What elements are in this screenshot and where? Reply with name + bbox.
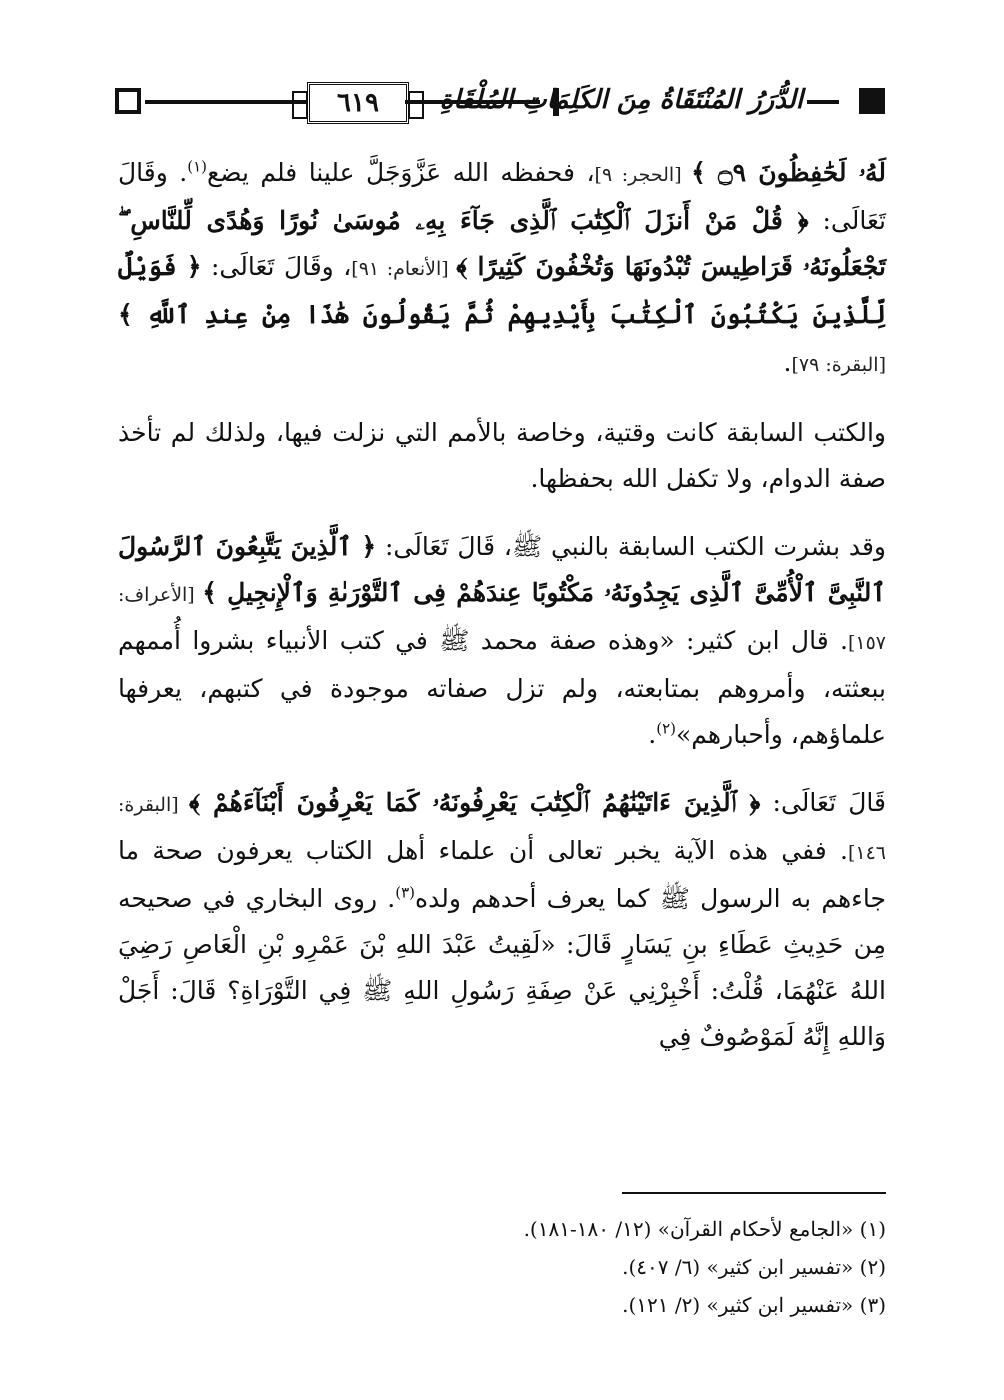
footnote-1: (١) «الجامع لأحكام القرآن» (١٢/ ١٨٠-١٨١). [523, 1217, 886, 1241]
verse-reference: [الأنعام: ٩١] [351, 258, 457, 280]
text-run: ، فحفظه الله عَزَّوَجَلَّ علينا فلم يضع [206, 158, 595, 187]
paragraph [118, 780, 886, 1060]
quran-verse: ﴿ قُلْ مَنْ أَنزَلَ ٱلْكِتَٰبَ ٱلَّذِى جَآءَ بِهِۦ مُوسَىٰ نُورًا وَهُدًى لِّلنَّاسِ ۖ تَجْعَلُونَهُۥ قَرَاطِيسَ تُبْدُونَهَا وَتُخْفُونَ كَثِيرًا ﴾ [118, 206, 887, 281]
quran-verse: لَهُۥ لَحَٰفِظُونَ ۝٩ ﴾ [691, 158, 886, 187]
paragraph [118, 150, 886, 388]
header-ornament-square-right [859, 88, 885, 114]
footnote-marker: (٢) [656, 719, 676, 738]
page-number-box [307, 82, 409, 124]
quran-verse: ﴿ ٱلَّذِينَ يَتَّبِعُونَ ٱلرَّسُولَ ٱلنَّبِىَّ ٱلْأُمِّىَّ ٱلَّذِى يَجِدُونَهُۥ مَكْتُوبًا عِندَهُمْ فِى ٱلتَّوْرَىٰةِ وَٱلْإِنجِيلِ ﴾ [118, 532, 886, 607]
text-run: . وقَالَ تَعَالَى: [118, 158, 886, 235]
quran-verse: ﴿ فَوَيْلٌ لِّلَّذِينَ يَكْتُبُونَ ٱلْكِتَٰبَ بِأَيْدِيهِمْ ثُمَّ يَقُولُونَ هَٰذَا مِنْ عِندِ ٱللَّهِ ﴾ [118, 252, 886, 329]
text-run: . ففي هذه الآية يخبر تعالى أن علماء أهل الكتاب يعرفون صحة ما جاءهم به الرسول ﷺ كما يعرف أحدهم ولده [118, 836, 886, 913]
verse-reference: [الحجر: ٩] [594, 164, 692, 186]
body-text [118, 150, 886, 1060]
verse-reference: [البقرة: ٧٩] [791, 354, 886, 376]
verse-reference: [البقرة: ١٤٦] [118, 794, 886, 864]
text-run: . [648, 720, 657, 749]
text-run: قَالَ تَعَالَى: [760, 788, 886, 817]
page-header [115, 78, 885, 126]
text-run: . [783, 348, 792, 377]
text-run: . روى البخاري في صحيحه مِن حَدِيثِ عَطَاءِ بنِ يَسَارٍ قَالَ: «لَقِيتُ عَبْدَ اللهِ بْنَ عَمْرِو بْنِ الْعَاصِ رَضِيَ اللهُ عَنْهُمَا، قُلْتُ: أَخْبِرْنِي عَنْ صِفَةِ رَسُولِ اللهِ ﷺ فِي التَّوْرَاةِ؟ قَالَ: أَجَلْ وَاللهِ إِنَّهُ لَمَوْصُوفٌ فِي [118, 884, 886, 1051]
quran-verse: ﴿ ٱلَّذِينَ ءَاتَيْنَٰهُمُ ٱلْكِتَٰبَ يَعْرِفُونَهُۥ كَمَا يَعْرِفُونَ أَبْنَآءَهُمْ ﴾ [188, 788, 761, 817]
text-run: ، وقَالَ تَعَالَى: [201, 252, 352, 281]
paragraph [118, 524, 886, 758]
footnote-separator [622, 1192, 886, 1194]
footnote-2: (٢) «تفسير ابن كثير» (٦/ ٤٠٧). [622, 1255, 886, 1279]
text-run: . قال ابن كثير: «وهذه صفة محمد ﷺ في كتب الأنبياء بشروا أُممهم ببعثته، وأمروهم بمتابعته، ولم تزل صفاته موجودة في كتبهم، يعرفها علماؤهم، وأحبارهم» [118, 626, 886, 749]
footnotes [118, 1210, 886, 1324]
text-run: والكتب السابقة كانت وقتية، وخاصة بالأمم التي نزلت فيها، ولذلك لم تأخذ صفة الدوام، ولا تكفل الله بحفظها. [118, 418, 886, 493]
book-title: الدُّرَرُ المُنْتَقَاةُ مِنَ الكَلِمَاتِ المُلْقَاةِ [439, 85, 803, 115]
header-rule [807, 100, 839, 104]
footnote-marker: (٣) [395, 883, 415, 902]
page-number: ٦١٩ [337, 88, 379, 118]
verse-reference: [الأعراف: ١٥٧] [118, 584, 886, 654]
header-ornament-square-left [115, 88, 141, 114]
text-run: وقد بشرت الكتب السابقة بالنبي ﷺ، قَالَ تَعَالَى: [376, 532, 886, 561]
footnote-3: (٣) «تفسير ابن كثير» (٢/ ١٢١). [622, 1293, 886, 1317]
footnote-marker: (١) [187, 157, 207, 176]
paragraph [118, 410, 886, 502]
